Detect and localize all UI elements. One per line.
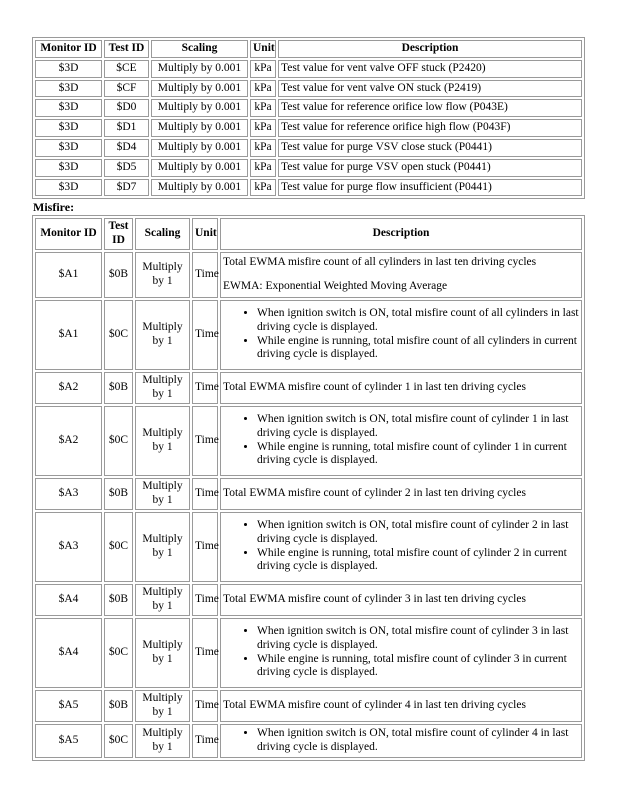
monitor-id-cell: $A5	[35, 690, 102, 722]
test-id-cell: $D4	[104, 139, 149, 157]
test-id-cell: $0C	[104, 618, 133, 688]
table-row	[35, 372, 582, 404]
monitor-id-cell: $3D	[35, 159, 102, 177]
test-id-cell: $CE	[104, 60, 149, 78]
description-bullet: • When ignition switch is ON, total misfire count of cylinder 4 in last driving cycle is displayed.	[257, 727, 579, 755]
scaling-cell: Multiply by 1	[135, 512, 190, 582]
unit-cell: kPa	[250, 99, 276, 117]
test-id-cell: $CF	[104, 80, 149, 98]
table-row	[35, 119, 582, 137]
test-id-cell: $0C	[104, 512, 133, 582]
table-row	[35, 99, 582, 117]
table-row	[35, 179, 582, 197]
unit-cell: Time	[192, 618, 218, 688]
header-test-id: Test ID	[104, 40, 149, 58]
table-row	[35, 584, 582, 616]
description-bullet: • When ignition switch is ON, total misfire count of all cylinders in last driving cycle is displayed.	[257, 307, 579, 335]
unit-cell: kPa	[250, 159, 276, 177]
test-id-cell: $0B	[104, 372, 133, 404]
description-bullet: • While engine is running, total misfire count of all cylinders in current driving cycle is displayed.	[257, 335, 579, 363]
scaling-cell: Multiply by 0.001	[151, 99, 248, 117]
monitor-id-cell: $A3	[35, 512, 102, 582]
unit-cell: Time	[192, 252, 218, 298]
monitor-id-cell: $A3	[35, 478, 102, 510]
header-scaling: Scaling	[135, 218, 190, 250]
table-header-row	[35, 218, 582, 250]
description-cell: Test value for purge flow insufficient (P0441)	[278, 179, 582, 197]
description-cell: Test value for reference orifice low flow (P043E)	[278, 99, 582, 117]
unit-cell: kPa	[250, 80, 276, 98]
description-cell	[220, 690, 582, 722]
table-row	[35, 724, 582, 758]
table-row	[35, 80, 582, 98]
unit-cell: kPa	[250, 179, 276, 197]
description-bullet: • When ignition switch is ON, total misfire count of cylinder 1 in last driving cycle is displayed.	[257, 413, 579, 441]
description-cell	[220, 300, 582, 370]
test-id-cell: $D1	[104, 119, 149, 137]
unit-cell: kPa	[250, 119, 276, 137]
test-id-cell: $D7	[104, 179, 149, 197]
description-text: Total EWMA misfire count of cylinder 2 in last ten driving cycles	[223, 486, 526, 499]
monitor-id-cell: $3D	[35, 80, 102, 98]
monitor-id-cell: $A4	[35, 618, 102, 688]
unit-cell: kPa	[250, 60, 276, 78]
table-row	[35, 512, 582, 582]
description-cell	[220, 252, 582, 298]
monitor-id-cell: $A4	[35, 584, 102, 616]
monitor-id-cell: $A2	[35, 372, 102, 404]
scaling-cell: Multiply by 1	[135, 300, 190, 370]
scaling-cell: Multiply by 1	[135, 372, 190, 404]
description-text: Total EWMA misfire count of cylinder 1 in last ten driving cycles	[223, 380, 526, 393]
monitor-id-cell: $A1	[35, 252, 102, 298]
unit-cell: Time	[192, 372, 218, 404]
description-cell	[220, 512, 582, 582]
description-cell: Test value for purge VSV close stuck (P0441)	[278, 139, 582, 157]
scaling-cell: Multiply by 0.001	[151, 179, 248, 197]
scaling-cell: Multiply by 0.001	[151, 119, 248, 137]
test-id-cell: $0C	[104, 724, 133, 758]
description-cell: Test value for vent valve ON stuck (P2419)	[278, 80, 582, 98]
description-bullet-list	[223, 307, 579, 362]
monitor-id-cell: $A2	[35, 406, 102, 476]
test-id-cell: $0C	[104, 300, 133, 370]
description-bullet-list	[223, 519, 579, 574]
test-id-cell: $D0	[104, 99, 149, 117]
description-cell	[220, 724, 582, 758]
description-text: EWMA: Exponential Weighted Moving Average	[223, 279, 448, 292]
header-unit: Unit	[250, 40, 276, 58]
scaling-cell: Multiply by 0.001	[151, 159, 248, 177]
evap-monitor-table	[32, 37, 585, 199]
description-cell: Test value for purge VSV open stuck (P0441)	[278, 159, 582, 177]
scaling-cell: Multiply by 1	[135, 406, 190, 476]
header-description: Description	[220, 218, 582, 250]
description-cell	[220, 372, 582, 404]
header-monitor-id: Monitor ID	[35, 218, 102, 250]
description-cell: Test value for vent valve OFF stuck (P2420)	[278, 60, 582, 78]
test-id-cell: $0B	[104, 478, 133, 510]
unit-cell: Time	[192, 512, 218, 582]
unit-cell: kPa	[250, 139, 276, 157]
monitor-id-cell: $A1	[35, 300, 102, 370]
header-monitor-id: Monitor ID	[35, 40, 102, 58]
test-id-cell: $0C	[104, 406, 133, 476]
monitor-id-cell: $A5	[35, 724, 102, 758]
unit-cell: Time	[192, 406, 218, 476]
table-row	[35, 252, 582, 298]
unit-cell: Time	[192, 300, 218, 370]
monitor-id-cell: $3D	[35, 179, 102, 197]
scaling-cell: Multiply by 1	[135, 252, 190, 298]
unit-cell: Time	[192, 478, 218, 510]
description-bullet-list	[223, 727, 579, 755]
monitor-id-cell: $3D	[35, 119, 102, 137]
description-bullet: • While engine is running, total misfire count of cylinder 3 in current driving cycle is displayed.	[257, 653, 579, 681]
header-test-id: Test ID	[104, 218, 133, 250]
test-id-cell: $0B	[104, 252, 133, 298]
description-bullet-list	[223, 625, 579, 680]
unit-cell: Time	[192, 584, 218, 616]
scaling-cell: Multiply by 1	[135, 618, 190, 688]
table-header-row	[35, 40, 582, 58]
monitor-id-cell: $3D	[35, 60, 102, 78]
header-unit: Unit	[192, 218, 218, 250]
scaling-cell: Multiply by 0.001	[151, 139, 248, 157]
table-row	[35, 300, 582, 370]
misfire-monitor-table	[32, 215, 585, 761]
test-id-cell: $0B	[104, 584, 133, 616]
description-bullet: • While engine is running, total misfire count of cylinder 1 in current driving cycle is displayed.	[257, 441, 579, 469]
description-cell	[220, 618, 582, 688]
unit-cell: Time	[192, 690, 218, 722]
description-cell	[220, 478, 582, 510]
scaling-cell: Multiply by 0.001	[151, 60, 248, 78]
table-row	[35, 690, 582, 722]
description-cell	[220, 406, 582, 476]
table-row	[35, 618, 582, 688]
table-row	[35, 60, 582, 78]
table-row	[35, 139, 582, 157]
header-description: Description	[278, 40, 582, 58]
scaling-cell: Multiply by 1	[135, 690, 190, 722]
test-id-cell: $D5	[104, 159, 149, 177]
test-id-cell: $0B	[104, 690, 133, 722]
description-text: Total EWMA misfire count of cylinder 4 in last ten driving cycles	[223, 698, 526, 711]
header-scaling: Scaling	[151, 40, 248, 58]
description-bullet: • While engine is running, total misfire count of cylinder 2 in current driving cycle is displayed.	[257, 547, 579, 575]
misfire-heading: Misfire:	[33, 200, 75, 214]
description-bullet: • When ignition switch is ON, total misfire count of cylinder 2 in last driving cycle is displayed.	[257, 519, 579, 547]
scaling-cell: Multiply by 1	[135, 724, 190, 758]
description-text: Total EWMA misfire count of cylinder 3 in last ten driving cycles	[223, 592, 526, 605]
monitor-id-cell: $3D	[35, 99, 102, 117]
scaling-cell: Multiply by 0.001	[151, 80, 248, 98]
description-bullet: • When ignition switch is ON, total misfire count of cylinder 3 in last driving cycle is displayed.	[257, 625, 579, 653]
table-row	[35, 159, 582, 177]
unit-cell: Time	[192, 724, 218, 758]
description-cell: Test value for reference orifice high flow (P043F)	[278, 119, 582, 137]
monitor-id-cell: $3D	[35, 139, 102, 157]
description-text: Total EWMA misfire count of all cylinders in last ten driving cycles	[223, 255, 537, 268]
scaling-cell: Multiply by 1	[135, 478, 190, 510]
table-row	[35, 406, 582, 476]
description-cell	[220, 584, 582, 616]
table-row	[35, 478, 582, 510]
scaling-cell: Multiply by 1	[135, 584, 190, 616]
description-bullet-list	[223, 413, 579, 468]
